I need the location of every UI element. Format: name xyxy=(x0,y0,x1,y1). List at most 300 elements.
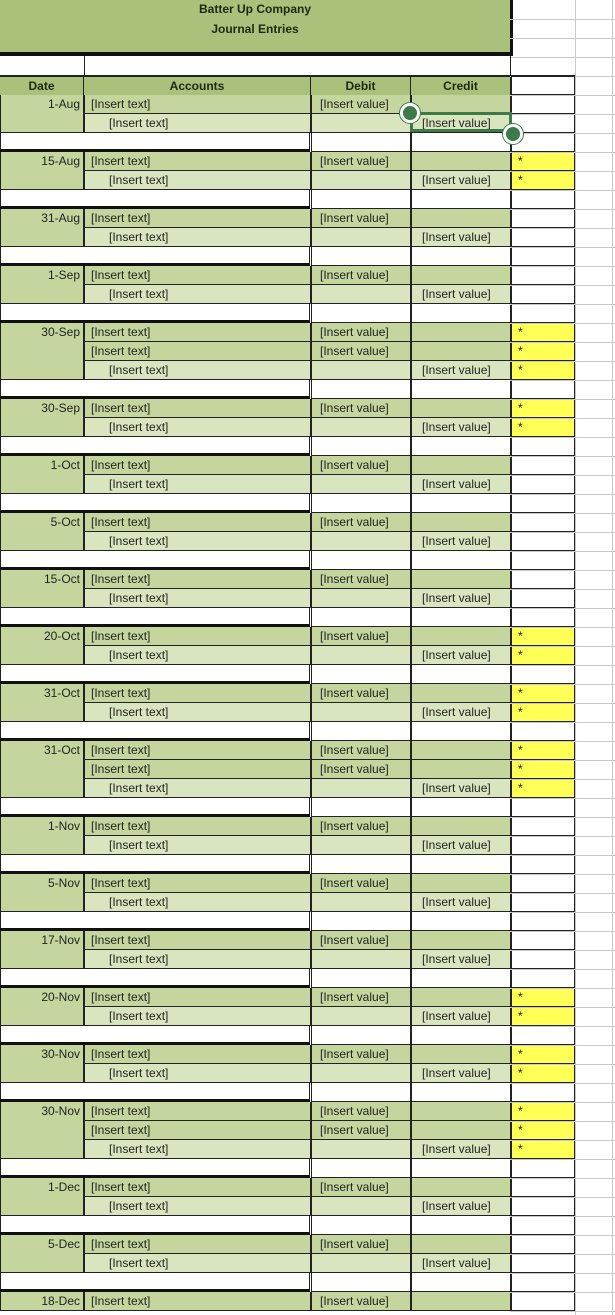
review-flag-cell[interactable] xyxy=(511,532,575,551)
spacer-row[interactable] xyxy=(511,1216,575,1235)
debit-cell[interactable] xyxy=(311,532,411,551)
credit-cell[interactable]: [Insert value] xyxy=(411,285,511,304)
spacer-row[interactable] xyxy=(411,380,511,399)
debit-cell[interactable]: [Insert value] xyxy=(311,456,411,475)
credit-cell[interactable]: [Insert value] xyxy=(411,171,511,190)
gridline xyxy=(510,532,615,533)
gridline xyxy=(510,1273,615,1274)
credit-cell[interactable]: [Insert value] xyxy=(411,361,511,380)
gridline xyxy=(612,0,613,1315)
account-cell[interactable]: [Insert text] xyxy=(84,1121,311,1140)
account-cell[interactable]: [Insert text] xyxy=(84,342,311,361)
gridline xyxy=(510,931,615,932)
gridline xyxy=(510,1292,615,1293)
spacer-row[interactable] xyxy=(511,304,575,323)
column-header-accounts[interactable]: Accounts xyxy=(84,75,311,95)
entry-date[interactable]: 31-Oct xyxy=(0,741,84,798)
spacer-row[interactable] xyxy=(311,1216,411,1235)
account-cell[interactable]: [Insert text] xyxy=(84,95,311,114)
spacer-row[interactable] xyxy=(511,437,575,456)
account-cell[interactable]: [Insert text] xyxy=(84,171,311,190)
review-flag-cell[interactable]: * xyxy=(511,1140,575,1159)
account-cell[interactable]: [Insert text] xyxy=(84,1254,311,1273)
spacer-row[interactable] xyxy=(411,969,511,988)
cell-selection[interactable] xyxy=(410,112,512,132)
spacer-row[interactable] xyxy=(311,304,411,323)
debit-cell[interactable] xyxy=(311,361,411,380)
account-cell[interactable]: [Insert text] xyxy=(84,931,311,950)
debit-cell[interactable] xyxy=(311,1140,411,1159)
spacer-row[interactable] xyxy=(511,798,575,817)
review-flag-cell[interactable]: * xyxy=(511,1102,575,1121)
gridline xyxy=(510,1178,615,1179)
credit-cell[interactable] xyxy=(411,456,511,475)
account-cell[interactable]: [Insert text] xyxy=(84,893,311,912)
gridline xyxy=(510,570,615,571)
credit-cell[interactable]: [Insert value] xyxy=(411,475,511,494)
entry-date[interactable]: 20-Oct xyxy=(0,627,84,665)
credit-cell[interactable]: [Insert value] xyxy=(411,114,511,133)
review-flag-cell[interactable] xyxy=(511,893,575,912)
credit-cell[interactable]: [Insert value] xyxy=(411,836,511,855)
gridline xyxy=(510,646,615,647)
selection-handle-bottom[interactable] xyxy=(503,124,523,144)
gridline xyxy=(510,1007,615,1008)
entry-date[interactable]: 5-Dec xyxy=(0,1235,84,1273)
debit-cell[interactable]: [Insert value] xyxy=(311,266,411,285)
account-cell[interactable]: [Insert text] xyxy=(84,779,311,798)
account-cell[interactable]: [Insert text] xyxy=(84,684,311,703)
entry-date[interactable]: 30-Nov xyxy=(0,1045,84,1083)
review-flag-cell[interactable] xyxy=(511,950,575,969)
review-flag-cell[interactable]: * xyxy=(511,418,575,437)
debit-cell[interactable]: [Insert value] xyxy=(311,684,411,703)
entry-date[interactable]: 31-Aug xyxy=(0,209,84,247)
account-cell[interactable]: [Insert text] xyxy=(84,285,311,304)
debit-cell[interactable] xyxy=(311,703,411,722)
account-cell[interactable]: [Insert text] xyxy=(84,589,311,608)
gridline xyxy=(510,152,615,153)
entry-date[interactable]: 20-Nov xyxy=(0,988,84,1026)
spacer-row[interactable] xyxy=(311,133,411,152)
gridline xyxy=(510,874,615,875)
debit-cell[interactable]: [Insert value] xyxy=(311,627,411,646)
spacer-row[interactable] xyxy=(411,494,511,513)
debit-cell[interactable] xyxy=(311,228,411,247)
column-header-date[interactable]: Date xyxy=(0,75,84,95)
account-cell[interactable]: [Insert text] xyxy=(84,475,311,494)
gridline xyxy=(510,38,615,39)
spacer-row[interactable] xyxy=(311,722,411,741)
entry-date[interactable]: 15-Oct xyxy=(0,570,84,608)
credit-cell[interactable]: [Insert value] xyxy=(411,589,511,608)
column-header-flags[interactable] xyxy=(511,75,575,95)
credit-cell[interactable]: [Insert value] xyxy=(411,1197,511,1216)
review-flag-cell[interactable] xyxy=(511,475,575,494)
spacer-row[interactable] xyxy=(411,855,511,874)
debit-cell[interactable]: [Insert value] xyxy=(311,1045,411,1064)
entry-date[interactable]: 1-Dec xyxy=(0,1178,84,1216)
review-flag-cell[interactable] xyxy=(511,1197,575,1216)
gridline xyxy=(510,57,615,58)
review-flag-cell[interactable]: * xyxy=(511,1045,575,1064)
spacer-row[interactable] xyxy=(311,190,411,209)
debit-cell[interactable] xyxy=(311,836,411,855)
spacer-row[interactable] xyxy=(511,247,575,266)
entry-date[interactable]: 1-Oct xyxy=(0,456,84,494)
gridline xyxy=(510,1045,615,1046)
spacer-row[interactable] xyxy=(411,1273,511,1292)
spacer-row[interactable] xyxy=(511,1159,575,1178)
gridline xyxy=(510,95,615,96)
spacer-row[interactable] xyxy=(411,1216,511,1235)
debit-cell[interactable]: [Insert value] xyxy=(311,1121,411,1140)
account-cell[interactable]: [Insert text] xyxy=(84,1178,311,1197)
debit-cell[interactable] xyxy=(311,418,411,437)
review-flag-cell[interactable] xyxy=(511,817,575,836)
review-flag-cell[interactable] xyxy=(511,513,575,532)
spacer-row[interactable] xyxy=(511,722,575,741)
gridline xyxy=(510,798,615,799)
review-flag-cell[interactable]: * xyxy=(511,1121,575,1140)
credit-cell[interactable]: [Insert value] xyxy=(411,418,511,437)
entry-date[interactable]: 30-Sep xyxy=(0,323,84,380)
account-cell[interactable]: [Insert text] xyxy=(84,760,311,779)
review-flag-cell[interactable]: * xyxy=(511,684,575,703)
sheet-title: Journal Entries xyxy=(211,22,299,36)
credit-cell[interactable] xyxy=(411,874,511,893)
review-flag-cell[interactable] xyxy=(511,1292,575,1311)
credit-cell[interactable] xyxy=(411,342,511,361)
debit-cell[interactable] xyxy=(311,646,411,665)
account-cell[interactable]: [Insert text] xyxy=(84,646,311,665)
review-flag-cell[interactable] xyxy=(511,931,575,950)
spacer-row[interactable] xyxy=(411,551,511,570)
review-flag-cell[interactable]: * xyxy=(511,988,575,1007)
review-flag-cell[interactable] xyxy=(511,570,575,589)
debit-cell[interactable] xyxy=(311,1254,411,1273)
credit-cell[interactable] xyxy=(411,1292,511,1311)
spacer-row[interactable] xyxy=(311,437,411,456)
gridline xyxy=(510,836,615,837)
credit-cell[interactable]: [Insert value] xyxy=(411,532,511,551)
entry-date[interactable]: 30-Nov xyxy=(0,1102,84,1159)
debit-cell[interactable] xyxy=(311,285,411,304)
spacer-row[interactable] xyxy=(311,855,411,874)
credit-cell[interactable] xyxy=(411,760,511,779)
spacer-row[interactable] xyxy=(311,608,411,627)
spacer-row[interactable] xyxy=(511,855,575,874)
debit-cell[interactable]: [Insert value] xyxy=(311,1102,411,1121)
credit-cell[interactable] xyxy=(411,1178,511,1197)
account-cell[interactable]: [Insert text] xyxy=(84,323,311,342)
debit-cell[interactable] xyxy=(311,893,411,912)
entry-date[interactable]: 5-Nov xyxy=(0,874,84,912)
spacer-row[interactable] xyxy=(411,1159,511,1178)
spacer-row[interactable] xyxy=(411,608,511,627)
credit-cell[interactable] xyxy=(411,817,511,836)
entry-date[interactable]: 15-Aug xyxy=(0,152,84,190)
review-flag-cell[interactable]: * xyxy=(511,627,575,646)
gridline xyxy=(510,475,615,476)
spacer-row[interactable] xyxy=(511,551,575,570)
spacer-row[interactable] xyxy=(311,247,411,266)
spacer-row[interactable] xyxy=(311,1159,411,1178)
spacer-row[interactable] xyxy=(511,969,575,988)
gridline xyxy=(510,1083,615,1084)
debit-cell[interactable] xyxy=(311,171,411,190)
gridline xyxy=(510,1216,615,1217)
review-flag-cell[interactable]: * xyxy=(511,760,575,779)
debit-cell[interactable] xyxy=(311,1007,411,1026)
credit-cell[interactable] xyxy=(411,1045,511,1064)
debit-cell[interactable] xyxy=(311,950,411,969)
spacer-row[interactable] xyxy=(411,722,511,741)
account-cell[interactable]: [Insert text] xyxy=(84,874,311,893)
credit-cell[interactable]: [Insert value] xyxy=(411,1140,511,1159)
spacer-row[interactable] xyxy=(511,380,575,399)
spacer-row[interactable] xyxy=(311,798,411,817)
gridline xyxy=(510,342,615,343)
gridline xyxy=(510,1026,615,1027)
spacer-row[interactable] xyxy=(411,304,511,323)
spacer-row[interactable] xyxy=(411,190,511,209)
debit-cell[interactable]: [Insert value] xyxy=(311,817,411,836)
spacer-row[interactable] xyxy=(511,1273,575,1292)
review-flag-cell[interactable]: * xyxy=(511,703,575,722)
review-flag-cell[interactable] xyxy=(511,589,575,608)
account-cell[interactable]: [Insert text] xyxy=(84,114,311,133)
spacer-row[interactable] xyxy=(411,912,511,931)
review-flag-cell[interactable] xyxy=(511,1178,575,1197)
gridline xyxy=(510,323,615,324)
credit-cell[interactable]: [Insert value] xyxy=(411,1007,511,1026)
account-cell[interactable]: [Insert text] xyxy=(84,228,311,247)
debit-cell[interactable] xyxy=(311,475,411,494)
review-flag-cell[interactable] xyxy=(511,285,575,304)
entry-date[interactable]: 1-Aug xyxy=(0,95,84,133)
debit-cell[interactable]: [Insert value] xyxy=(311,1292,411,1311)
review-flag-cell[interactable] xyxy=(511,266,575,285)
credit-cell[interactable] xyxy=(411,570,511,589)
account-cell[interactable]: [Insert text] xyxy=(84,361,311,380)
credit-cell[interactable] xyxy=(411,209,511,228)
spacer-row[interactable] xyxy=(311,1273,411,1292)
account-cell[interactable]: [Insert text] xyxy=(84,418,311,437)
spacer-row[interactable] xyxy=(311,1026,411,1045)
credit-cell[interactable] xyxy=(411,152,511,171)
entry-date[interactable]: 30-Sep xyxy=(0,399,84,437)
spacer-row[interactable] xyxy=(411,437,511,456)
spacer-row[interactable] xyxy=(311,551,411,570)
credit-cell[interactable] xyxy=(411,399,511,418)
account-cell[interactable]: [Insert text] xyxy=(84,703,311,722)
review-flag-cell[interactable] xyxy=(511,1254,575,1273)
spacer-row[interactable] xyxy=(311,969,411,988)
gridline xyxy=(510,1121,615,1122)
debit-cell[interactable]: [Insert value] xyxy=(311,152,411,171)
credit-cell[interactable]: [Insert value] xyxy=(411,1064,511,1083)
credit-cell[interactable]: [Insert value] xyxy=(411,950,511,969)
spacer-row[interactable] xyxy=(311,912,411,931)
debit-cell[interactable]: [Insert value] xyxy=(311,399,411,418)
gridline xyxy=(510,1064,615,1065)
account-cell[interactable]: [Insert text] xyxy=(84,1064,311,1083)
gridline xyxy=(510,418,615,419)
debit-cell[interactable]: [Insert value] xyxy=(311,988,411,1007)
account-cell[interactable]: [Insert text] xyxy=(84,741,311,760)
credit-cell[interactable]: [Insert value] xyxy=(411,893,511,912)
credit-cell[interactable] xyxy=(411,627,511,646)
account-cell[interactable]: [Insert text] xyxy=(84,817,311,836)
account-cell[interactable]: [Insert text] xyxy=(84,570,311,589)
account-cell[interactable]: [Insert text] xyxy=(84,627,311,646)
gridline xyxy=(510,703,615,704)
review-flag-cell[interactable]: * xyxy=(511,1064,575,1083)
debit-cell[interactable] xyxy=(311,1197,411,1216)
review-flag-cell[interactable]: * xyxy=(511,171,575,190)
spacer-row[interactable] xyxy=(511,1026,575,1045)
company-name: Batter Up Company xyxy=(198,2,311,16)
gridline xyxy=(510,228,615,229)
gridline xyxy=(510,1311,615,1312)
entry-date[interactable]: 1-Nov xyxy=(0,817,84,855)
account-cell[interactable]: [Insert text] xyxy=(84,209,311,228)
review-flag-cell[interactable]: * xyxy=(511,1007,575,1026)
review-flag-cell[interactable]: * xyxy=(511,323,575,342)
entry-date[interactable]: 1-Sep xyxy=(0,266,84,304)
spacer-row[interactable] xyxy=(311,380,411,399)
spacer-row[interactable] xyxy=(311,665,411,684)
review-flag-cell[interactable] xyxy=(511,836,575,855)
account-cell[interactable]: [Insert text] xyxy=(84,1102,311,1121)
spacer-row[interactable] xyxy=(411,1026,511,1045)
account-cell[interactable]: [Insert text] xyxy=(84,1007,311,1026)
column-header-credit[interactable]: Credit xyxy=(411,75,511,95)
spacer-row[interactable] xyxy=(511,494,575,513)
review-flag-cell[interactable] xyxy=(511,209,575,228)
entry-date[interactable]: 17-Nov xyxy=(0,931,84,969)
spacer-row[interactable] xyxy=(411,133,511,152)
spacer-row[interactable] xyxy=(311,494,411,513)
spacer-row[interactable] xyxy=(511,608,575,627)
review-flag-cell[interactable] xyxy=(511,228,575,247)
credit-cell[interactable] xyxy=(411,741,511,760)
review-flag-cell[interactable]: * xyxy=(511,361,575,380)
spacer-row[interactable] xyxy=(511,190,575,209)
credit-cell[interactable] xyxy=(411,1102,511,1121)
account-cell[interactable]: [Insert text] xyxy=(84,266,311,285)
spacer-row[interactable] xyxy=(511,665,575,684)
gridline xyxy=(510,988,615,989)
account-cell[interactable]: [Insert text] xyxy=(84,1197,311,1216)
review-flag-cell[interactable] xyxy=(511,1235,575,1254)
credit-cell[interactable]: [Insert value] xyxy=(411,228,511,247)
review-flag-cell[interactable]: * xyxy=(511,152,575,171)
account-cell[interactable]: [Insert text] xyxy=(84,513,311,532)
debit-cell[interactable] xyxy=(311,1064,411,1083)
debit-cell[interactable]: [Insert value] xyxy=(311,95,411,114)
selection-handle-top[interactable] xyxy=(400,103,420,123)
credit-cell[interactable] xyxy=(411,266,511,285)
spacer-row[interactable] xyxy=(511,912,575,931)
credit-cell[interactable] xyxy=(411,988,511,1007)
debit-cell[interactable]: [Insert value] xyxy=(311,874,411,893)
credit-cell[interactable]: [Insert value] xyxy=(411,1254,511,1273)
debit-cell[interactable]: [Insert value] xyxy=(311,342,411,361)
debit-cell[interactable]: [Insert value] xyxy=(311,1235,411,1254)
account-cell[interactable]: [Insert text] xyxy=(84,988,311,1007)
account-cell[interactable]: [Insert text] xyxy=(84,836,311,855)
gridline xyxy=(510,684,615,685)
credit-cell[interactable]: [Insert value] xyxy=(411,703,511,722)
review-flag-cell[interactable] xyxy=(511,456,575,475)
debit-cell[interactable]: [Insert value] xyxy=(311,209,411,228)
credit-cell[interactable] xyxy=(411,1235,511,1254)
gridline xyxy=(510,513,615,514)
gridline xyxy=(510,912,615,913)
review-flag-cell[interactable] xyxy=(511,95,575,114)
column-header-debit[interactable]: Debit xyxy=(311,75,411,95)
debit-cell[interactable]: [Insert value] xyxy=(311,931,411,950)
review-flag-cell[interactable]: * xyxy=(511,399,575,418)
entry-date[interactable]: 5-Oct xyxy=(0,513,84,551)
account-cell[interactable]: [Insert text] xyxy=(84,1140,311,1159)
credit-cell[interactable] xyxy=(411,931,511,950)
debit-cell[interactable] xyxy=(311,114,411,133)
review-flag-cell[interactable]: * xyxy=(511,646,575,665)
account-cell[interactable]: [Insert text] xyxy=(84,532,311,551)
entry-date[interactable]: 31-Oct xyxy=(0,684,84,722)
account-cell[interactable]: [Insert text] xyxy=(84,950,311,969)
debit-cell[interactable]: [Insert value] xyxy=(311,570,411,589)
account-cell[interactable]: [Insert text] xyxy=(84,399,311,418)
spacer-row[interactable] xyxy=(511,1083,575,1102)
credit-cell[interactable] xyxy=(411,1121,511,1140)
blank-row[interactable] xyxy=(84,56,511,75)
debit-cell[interactable] xyxy=(311,779,411,798)
account-cell[interactable]: [Insert text] xyxy=(84,1235,311,1254)
credit-cell[interactable] xyxy=(411,684,511,703)
review-flag-cell[interactable]: * xyxy=(511,779,575,798)
account-cell[interactable]: [Insert text] xyxy=(84,456,311,475)
review-flag-cell[interactable]: * xyxy=(511,741,575,760)
review-flag-cell[interactable] xyxy=(511,874,575,893)
entry-date[interactable]: 18-Dec xyxy=(0,1292,84,1311)
account-cell[interactable]: [Insert text] xyxy=(84,1292,311,1311)
gridline xyxy=(510,1140,615,1141)
credit-cell[interactable]: [Insert value] xyxy=(411,779,511,798)
credit-cell[interactable] xyxy=(411,513,511,532)
debit-cell[interactable]: [Insert value] xyxy=(311,323,411,342)
account-cell[interactable]: [Insert text] xyxy=(84,152,311,171)
gridline xyxy=(510,627,615,628)
debit-cell[interactable] xyxy=(311,589,411,608)
debit-cell[interactable]: [Insert value] xyxy=(311,760,411,779)
credit-cell[interactable]: [Insert value] xyxy=(411,646,511,665)
spacer-row[interactable] xyxy=(411,1083,511,1102)
spacer-row[interactable] xyxy=(411,665,511,684)
account-cell[interactable]: [Insert text] xyxy=(84,1045,311,1064)
debit-cell[interactable]: [Insert value] xyxy=(311,1178,411,1197)
spacer-row[interactable] xyxy=(411,247,511,266)
spacer-row[interactable] xyxy=(311,1083,411,1102)
credit-cell[interactable] xyxy=(411,323,511,342)
review-flag-cell[interactable]: * xyxy=(511,342,575,361)
debit-cell[interactable]: [Insert value] xyxy=(311,741,411,760)
spacer-row[interactable] xyxy=(411,798,511,817)
debit-cell[interactable]: [Insert value] xyxy=(311,513,411,532)
